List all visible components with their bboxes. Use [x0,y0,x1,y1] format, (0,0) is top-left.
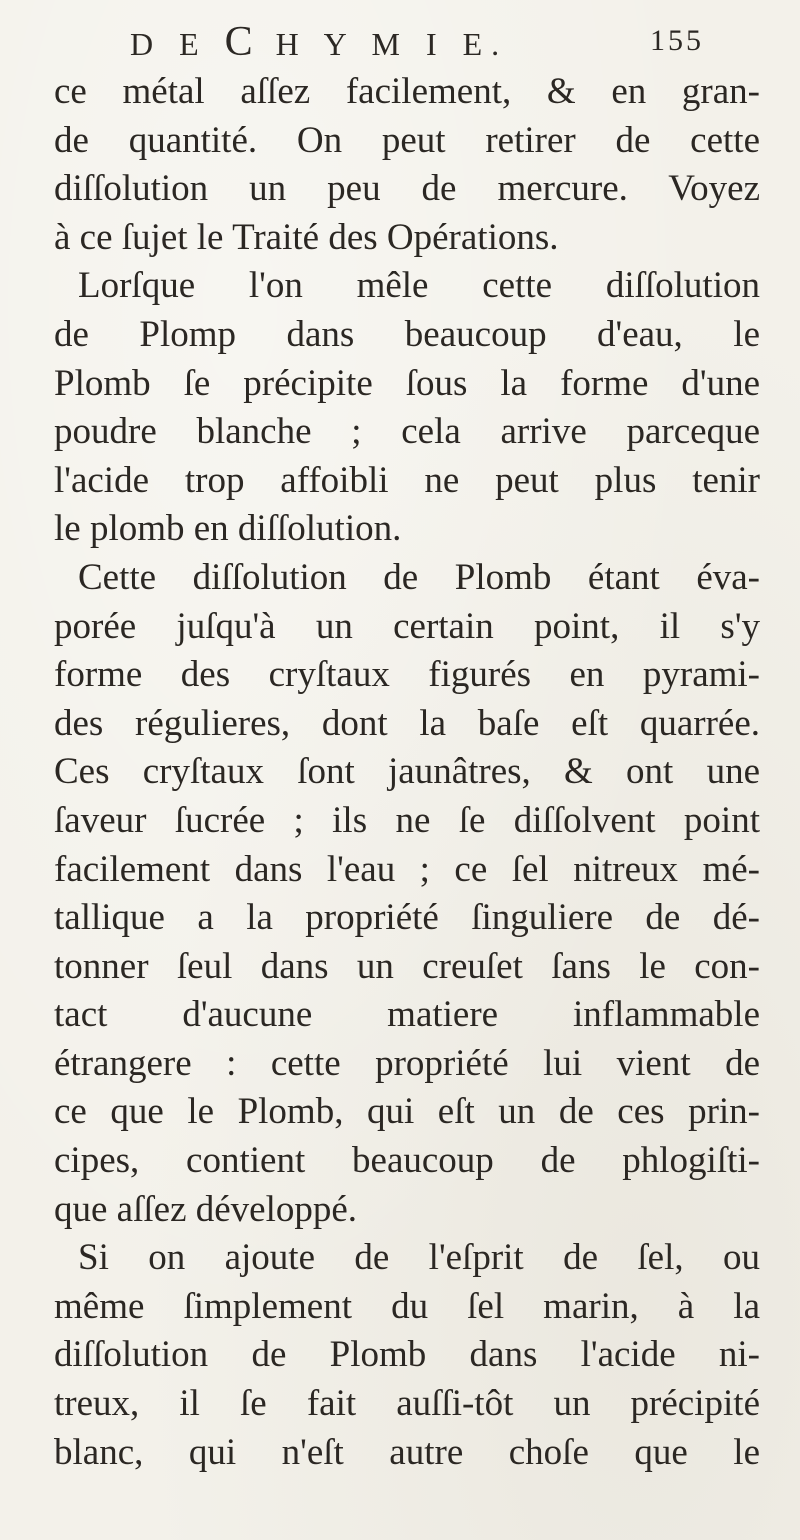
page-number: 155 [650,24,704,57]
text-line: même ſimplement du ſel marin, à la [54,1285,760,1327]
text-line: diſſolution un peu de mercure. Voyez [54,168,760,210]
text-line: tonner ſeul dans un creuſet ſans le con- [54,945,760,987]
text-line: étrangere : cette propriété lui vient de [54,1042,760,1084]
text-line: forme des cryſtaux figurés en pyrami- [54,654,760,696]
text-line: cipes, contient beaucoup de phlogiſti- [54,1140,760,1182]
text-line: des régulieres, dont la baſe eſt quarrée. [54,702,760,744]
text-line: diſſolution de Plomb dans l'acide ni- [54,1334,760,1376]
running-head-title-post: H Y M I E. [258,26,509,62]
text-line: le plomb en diſſolution. [54,508,402,550]
text-line: à ce ſujet le Traité des Opérations. [54,216,559,258]
text-line: Si on ajoute de l'eſprit de ſel, ou [78,1237,760,1279]
text-line: Plomb ſe précipite ſous la forme d'une [54,362,760,404]
text-line: tact d'aucune matiere inflammable [54,994,760,1036]
text-line: que aſſez développé. [54,1188,358,1230]
running-head-title [130,18,508,66]
text-line: Ces cryſtaux ſont jaunâtres, & ont une [54,751,760,793]
text-line: l'acide trop affoibli ne peut plus tenir [54,459,760,501]
text-line: de Plomp dans beaucoup d'eau, le [54,313,760,355]
running-head-title-pre: D E [130,26,225,62]
body-text [54,68,760,1477]
text-line: facilement dans l'eau ; ce ſel nitreux mé- [54,848,760,890]
text-line: poudre blanche ; cela arrive parceque [54,411,760,453]
running-head-title-initial: C [224,19,259,65]
text-line: ce que le Plomb, qui eſt un de ces prin- [54,1091,760,1133]
text-line: Lorſque l'on mêle cette diſſolution [78,265,760,307]
text-line: tallique a la propriété ſinguliere de dé- [54,897,760,939]
text-line: blanc, qui n'eſt autre choſe que le [54,1431,760,1473]
text-line: treux, il ſe fait auſſi-tôt un précipité [54,1383,760,1425]
text-line: ce métal aſſez facilement, & en gran- [54,71,760,112]
running-head [0,18,800,66]
text-line: ſaveur ſucrée ; ils ne ſe diſſolvent point [54,799,760,841]
text-line: Cette diſſolution de Plomb étant éva- [78,556,760,598]
text-line: de quantité. On peut retirer de cette [54,119,760,161]
text-line: porée juſqu'à un certain point, il s'y [54,605,760,647]
